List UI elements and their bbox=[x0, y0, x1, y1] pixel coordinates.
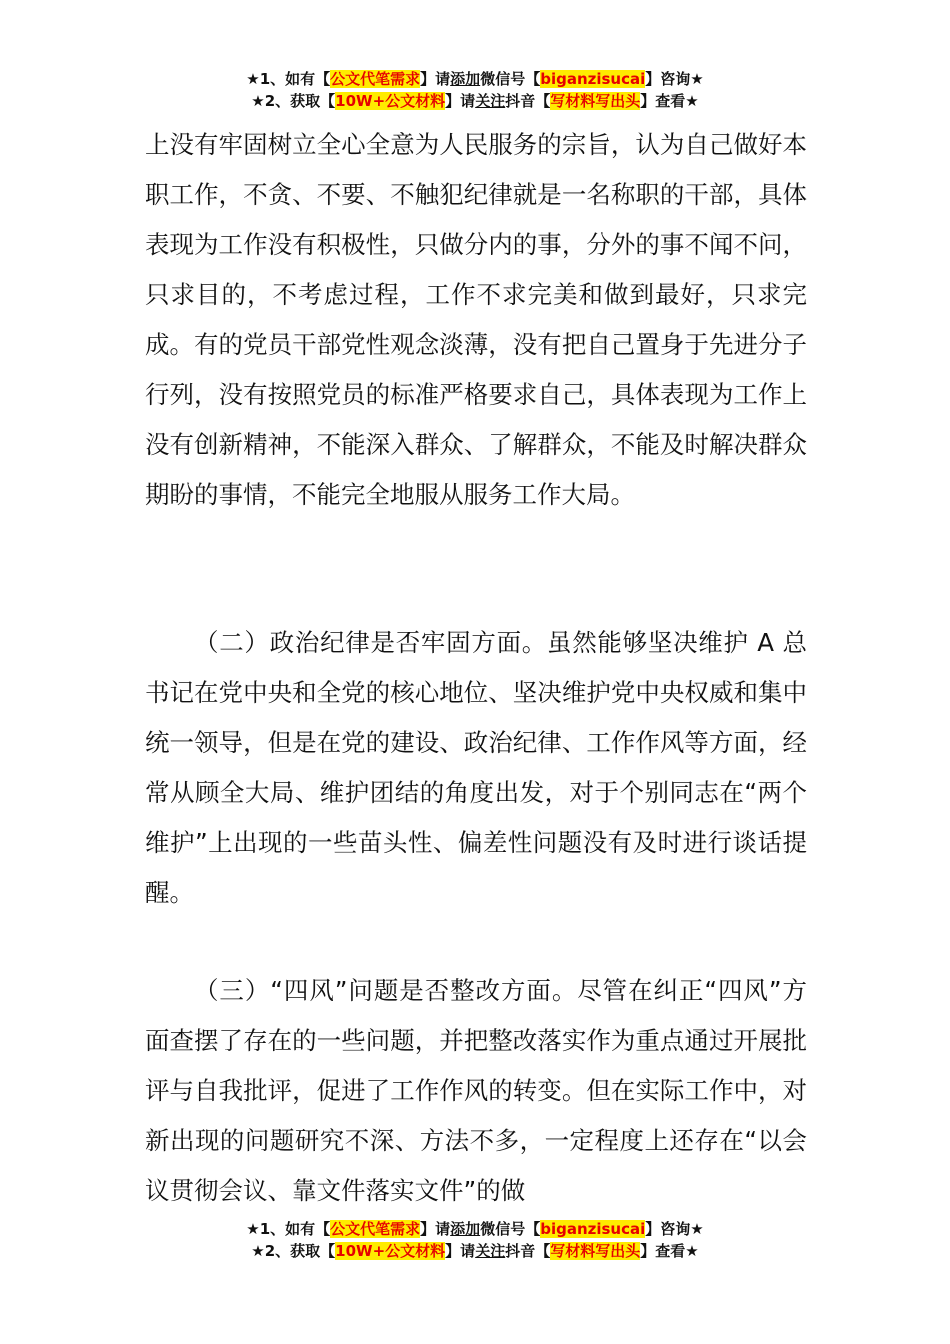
paragraph-text: （三）“四风”问题是否整改方面。尽管在纠正“四风”方面查摆了存在的一些问题，并把整改落实作为重点通过开展批评与自我批评，促进了工作作风的转变。但在实际工作中，对新出现的问题研究不深、方法不多，一定程度上还存在“以会议贯彻会议、靠文件落实文件”的做 bbox=[145, 976, 807, 1205]
paragraph-1 bbox=[145, 120, 807, 520]
banner-text: 微信号【 bbox=[480, 70, 541, 88]
banner-text: 1、如有【 bbox=[259, 1220, 331, 1238]
star-icon: ★ bbox=[246, 70, 260, 88]
paragraph-text: （二）政治纪律是否牢固方面。虽然能够坚决维护 A 总书记在党中央和全党的核心地位、坚决维护党中央权威和集中统一领导，但是在党的建设、政治纪律、工作作风等方面，经常从顾全大局、维护团结的角度出发，对于个别同志在“两个维护”上出现的一些苗头性、偏差性问题没有及时进行谈话提醒。 bbox=[145, 628, 807, 907]
banner-highlight: 10W+公文材料 bbox=[335, 92, 446, 110]
banner-text: 】查看 bbox=[640, 1242, 686, 1260]
banner-text: 】咨询 bbox=[645, 1220, 691, 1238]
star-icon: ★ bbox=[685, 92, 699, 110]
banner-text: 2、获取【 bbox=[264, 1242, 336, 1260]
banner-highlight: biganzisucai bbox=[540, 1220, 646, 1238]
banner-underline: 关注 bbox=[475, 92, 506, 110]
banner-underline: 添加 bbox=[450, 1220, 481, 1238]
paragraph-text: 上没有牢固树立全心全意为人民服务的宗旨，认为自己做好本职工作，不贪、不要、不触犯纪律就是一名称职的干部，具体表现为工作没有积极性，只做分内的事，分外的事不闻不问，只求目的，不考虑过程，工作不求完美和做到最好，只求完成。有的党员干部党性观念淡薄，没有把自己置身于先进分子行列，没有按照党员的标准严格要求自己，具体表现为工作上没有创新精神，不能深入群众、了解群众，不能及时解决群众期盼的事情，不能完全地服从服务工作大局。 bbox=[145, 130, 807, 509]
paragraph-3 bbox=[145, 966, 807, 1216]
footer-banner bbox=[0, 1218, 950, 1262]
star-icon: ★ bbox=[251, 1242, 265, 1260]
banner-underline: 添加 bbox=[450, 70, 481, 88]
paragraph-2 bbox=[145, 618, 807, 918]
banner-text: 】请 bbox=[445, 92, 476, 110]
banner-text: 抖音【 bbox=[505, 92, 551, 110]
banner-text: 】请 bbox=[445, 1242, 476, 1260]
banner-text: 】咨询 bbox=[645, 70, 691, 88]
banner-line-1 bbox=[0, 1218, 950, 1240]
star-icon: ★ bbox=[251, 92, 265, 110]
banner-line-1 bbox=[0, 68, 950, 90]
header-banner bbox=[0, 68, 950, 112]
banner-underline: 关注 bbox=[475, 1242, 506, 1260]
banner-text: 1、如有【 bbox=[259, 70, 331, 88]
star-icon: ★ bbox=[690, 1220, 704, 1238]
banner-highlight: 写材料写出头 bbox=[550, 1242, 641, 1260]
star-icon: ★ bbox=[690, 70, 704, 88]
banner-text: 2、获取【 bbox=[264, 92, 336, 110]
banner-text: 】请 bbox=[420, 1220, 451, 1238]
banner-text: 抖音【 bbox=[505, 1242, 551, 1260]
banner-text: 微信号【 bbox=[480, 1220, 541, 1238]
banner-highlight: 公文代笔需求 bbox=[330, 70, 421, 88]
banner-highlight: biganzisucai bbox=[540, 70, 646, 88]
banner-text: 】查看 bbox=[640, 92, 686, 110]
banner-highlight: 写材料写出头 bbox=[550, 92, 641, 110]
banner-highlight: 公文代笔需求 bbox=[330, 1220, 421, 1238]
banner-text: 】请 bbox=[420, 70, 451, 88]
star-icon: ★ bbox=[685, 1242, 699, 1260]
star-icon: ★ bbox=[246, 1220, 260, 1238]
banner-highlight: 10W+公文材料 bbox=[335, 1242, 446, 1260]
banner-line-2 bbox=[0, 90, 950, 112]
banner-line-2 bbox=[0, 1240, 950, 1262]
